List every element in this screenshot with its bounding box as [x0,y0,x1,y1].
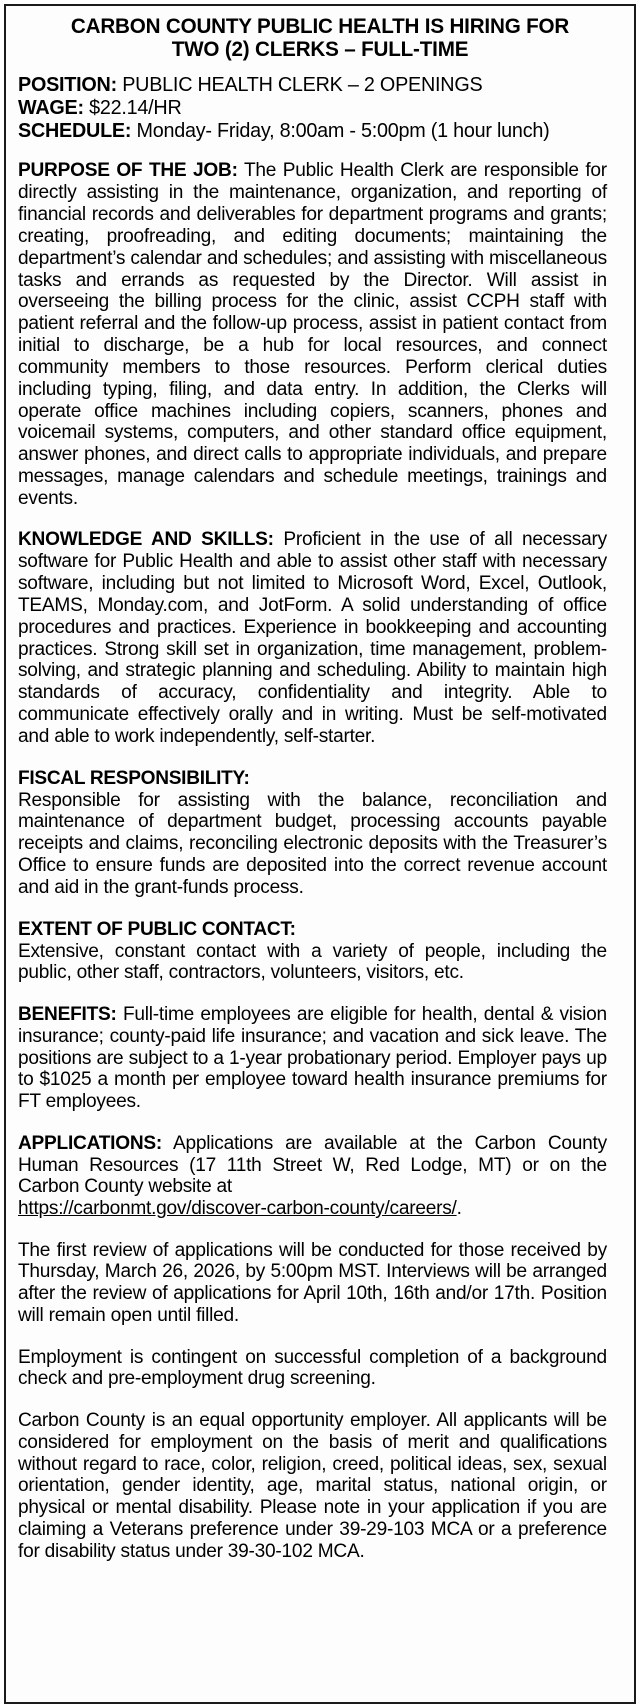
schedule-label: SCHEDULE: [18,119,132,143]
purpose-label: PURPOSE OF THE JOB: [18,159,238,182]
knowledge-section [18,529,607,747]
review-timeline-section: The first review of applications will be conducted for those received by Thursday, March 26, 2026, by 5:00pm MST. Interviews will be arranged after the review of applications for April 10th, 16th and/or 17th. Position will remain open until filled. [18,1238,607,1327]
schedule-line [18,120,601,143]
applications-body: Applications are available at the Carbon County Human Resources (17 11th Street W, Red Lodge, MT) or on the Carbon County website at [18,1131,607,1198]
position-details-block [18,74,622,143]
fiscal-label: FISCAL RESPONSIBILITY: [18,767,250,790]
schedule-value: Monday- Friday, 8:00am - 5:00pm (1 hour lunch) [136,119,550,143]
public-contact-body: Extensive, constant contact with a variety of people, including the public, other staff, contractors, volunteers, visitors, etc. [18,939,607,984]
wage-value: $22.14/HR [89,96,182,120]
purpose-body: The Public Health Clerk are responsible for directly assisting in the maintenance, organization, and reporting of financial records and deliverables for department programs and grants; creating, proofreading, and editing documents; maintaining the department’s calendar and schedules; and assisting with miscellaneous tasks and errands as requested by the Director. Will assist in overseeing the billing process for the clinic, assist CCPH staff with patient referral and the follow-up process, assist in patient contact from initial to discharge, be a hub for local resources, and connect community members to those resources. Perform clerical duties including typing, filing, and data entry. In addition, the Clerks will operate office machines including copiers, scanners, phones and voicemail systems, computers, and other standard office equipment, answer phones, and direct calls to appropriate individuals, and prepare messages, manage calendars and schedule meetings, trainings and events. [18,159,607,509]
careers-url-link[interactable]: https://carbonmt.gov/discover-carbon-county/careers/ [18,1197,457,1220]
advertisement-content [6,6,634,1588]
headline-line-1: CARBON COUNTY PUBLIC HEALTH IS HIRING FOR [70,14,570,38]
knowledge-label: KNOWLEDGE AND SKILLS: [18,528,274,551]
contingency-section: Employment is contingent on successful completion of a background check and pre-employment drug screening. [18,1345,607,1390]
applications-label: APPLICATIONS: [18,1131,163,1154]
public-contact-label: EXTENT OF PUBLIC CONTACT: [18,918,296,941]
job-advertisement-frame [4,4,636,1704]
benefits-label: BENEFITS: [18,1002,117,1025]
benefits-body: Full-time employees are eligible for health, dental & vision insurance; county-paid life insurance; and vacation and sick leave. The positions are subject to a 1-year probationary period. Employer pays up to $1025 a month per employee toward health insurance premiums for FT employees. [18,1002,607,1113]
position-line [18,74,601,97]
position-value: PUBLIC HEALTH CLERK – 2 OPENINGS [122,73,483,97]
position-label: POSITION: [18,73,117,97]
wage-line [18,97,601,120]
benefits-section [18,1004,607,1113]
wage-label: WAGE: [18,96,84,120]
purpose-section [18,160,607,510]
eeo-statement-section: Carbon County is an equal opportunity employer. All applicants will be considered for employment on the basis of merit and qualifications without regard to race, color, religion, creed, political ideas, sex, sexual orientation, gender identity, age, marital status, national origin, or physical or mental disability. Please note in your application if you are claiming a Veterans preference under 39-29-103 MCA or a preference for disability status under 39-30-102 MCA. [18,1408,607,1562]
fiscal-body: Responsible for assisting with the balance, reconciliation and maintenance of department budget, processing accounts payable receipts and claims, reconciling electronic deposits with the Treasurer’s Office to ensure funds are deposited into the correct revenue account and aid in the grant-funds process. [18,788,607,898]
headline-line-2: TWO (2) CLERKS – FULL-TIME [171,37,469,62]
page-title [30,15,610,61]
knowledge-body: Proficient in the use of all necessary software for Public Health and able to assist other staff with necessary software, including but not limited to Microsoft Word, Excel, Outlook, TEAMS, Monday.com, and JotForm. A solid understanding of office procedures and practices. Experience in bookkeeping and accounting practices. Strong skill set in organization, time management, problem-solving, and strategic planning and scheduling. Ability to maintain high standards of accuracy, confidentiality and integrity. Able to communicate effectively orally and in writing. Must be self-motivated and able to work independently, self-starter. [18,528,607,747]
applications-section [18,1133,607,1220]
applications-period: . [456,1197,462,1220]
